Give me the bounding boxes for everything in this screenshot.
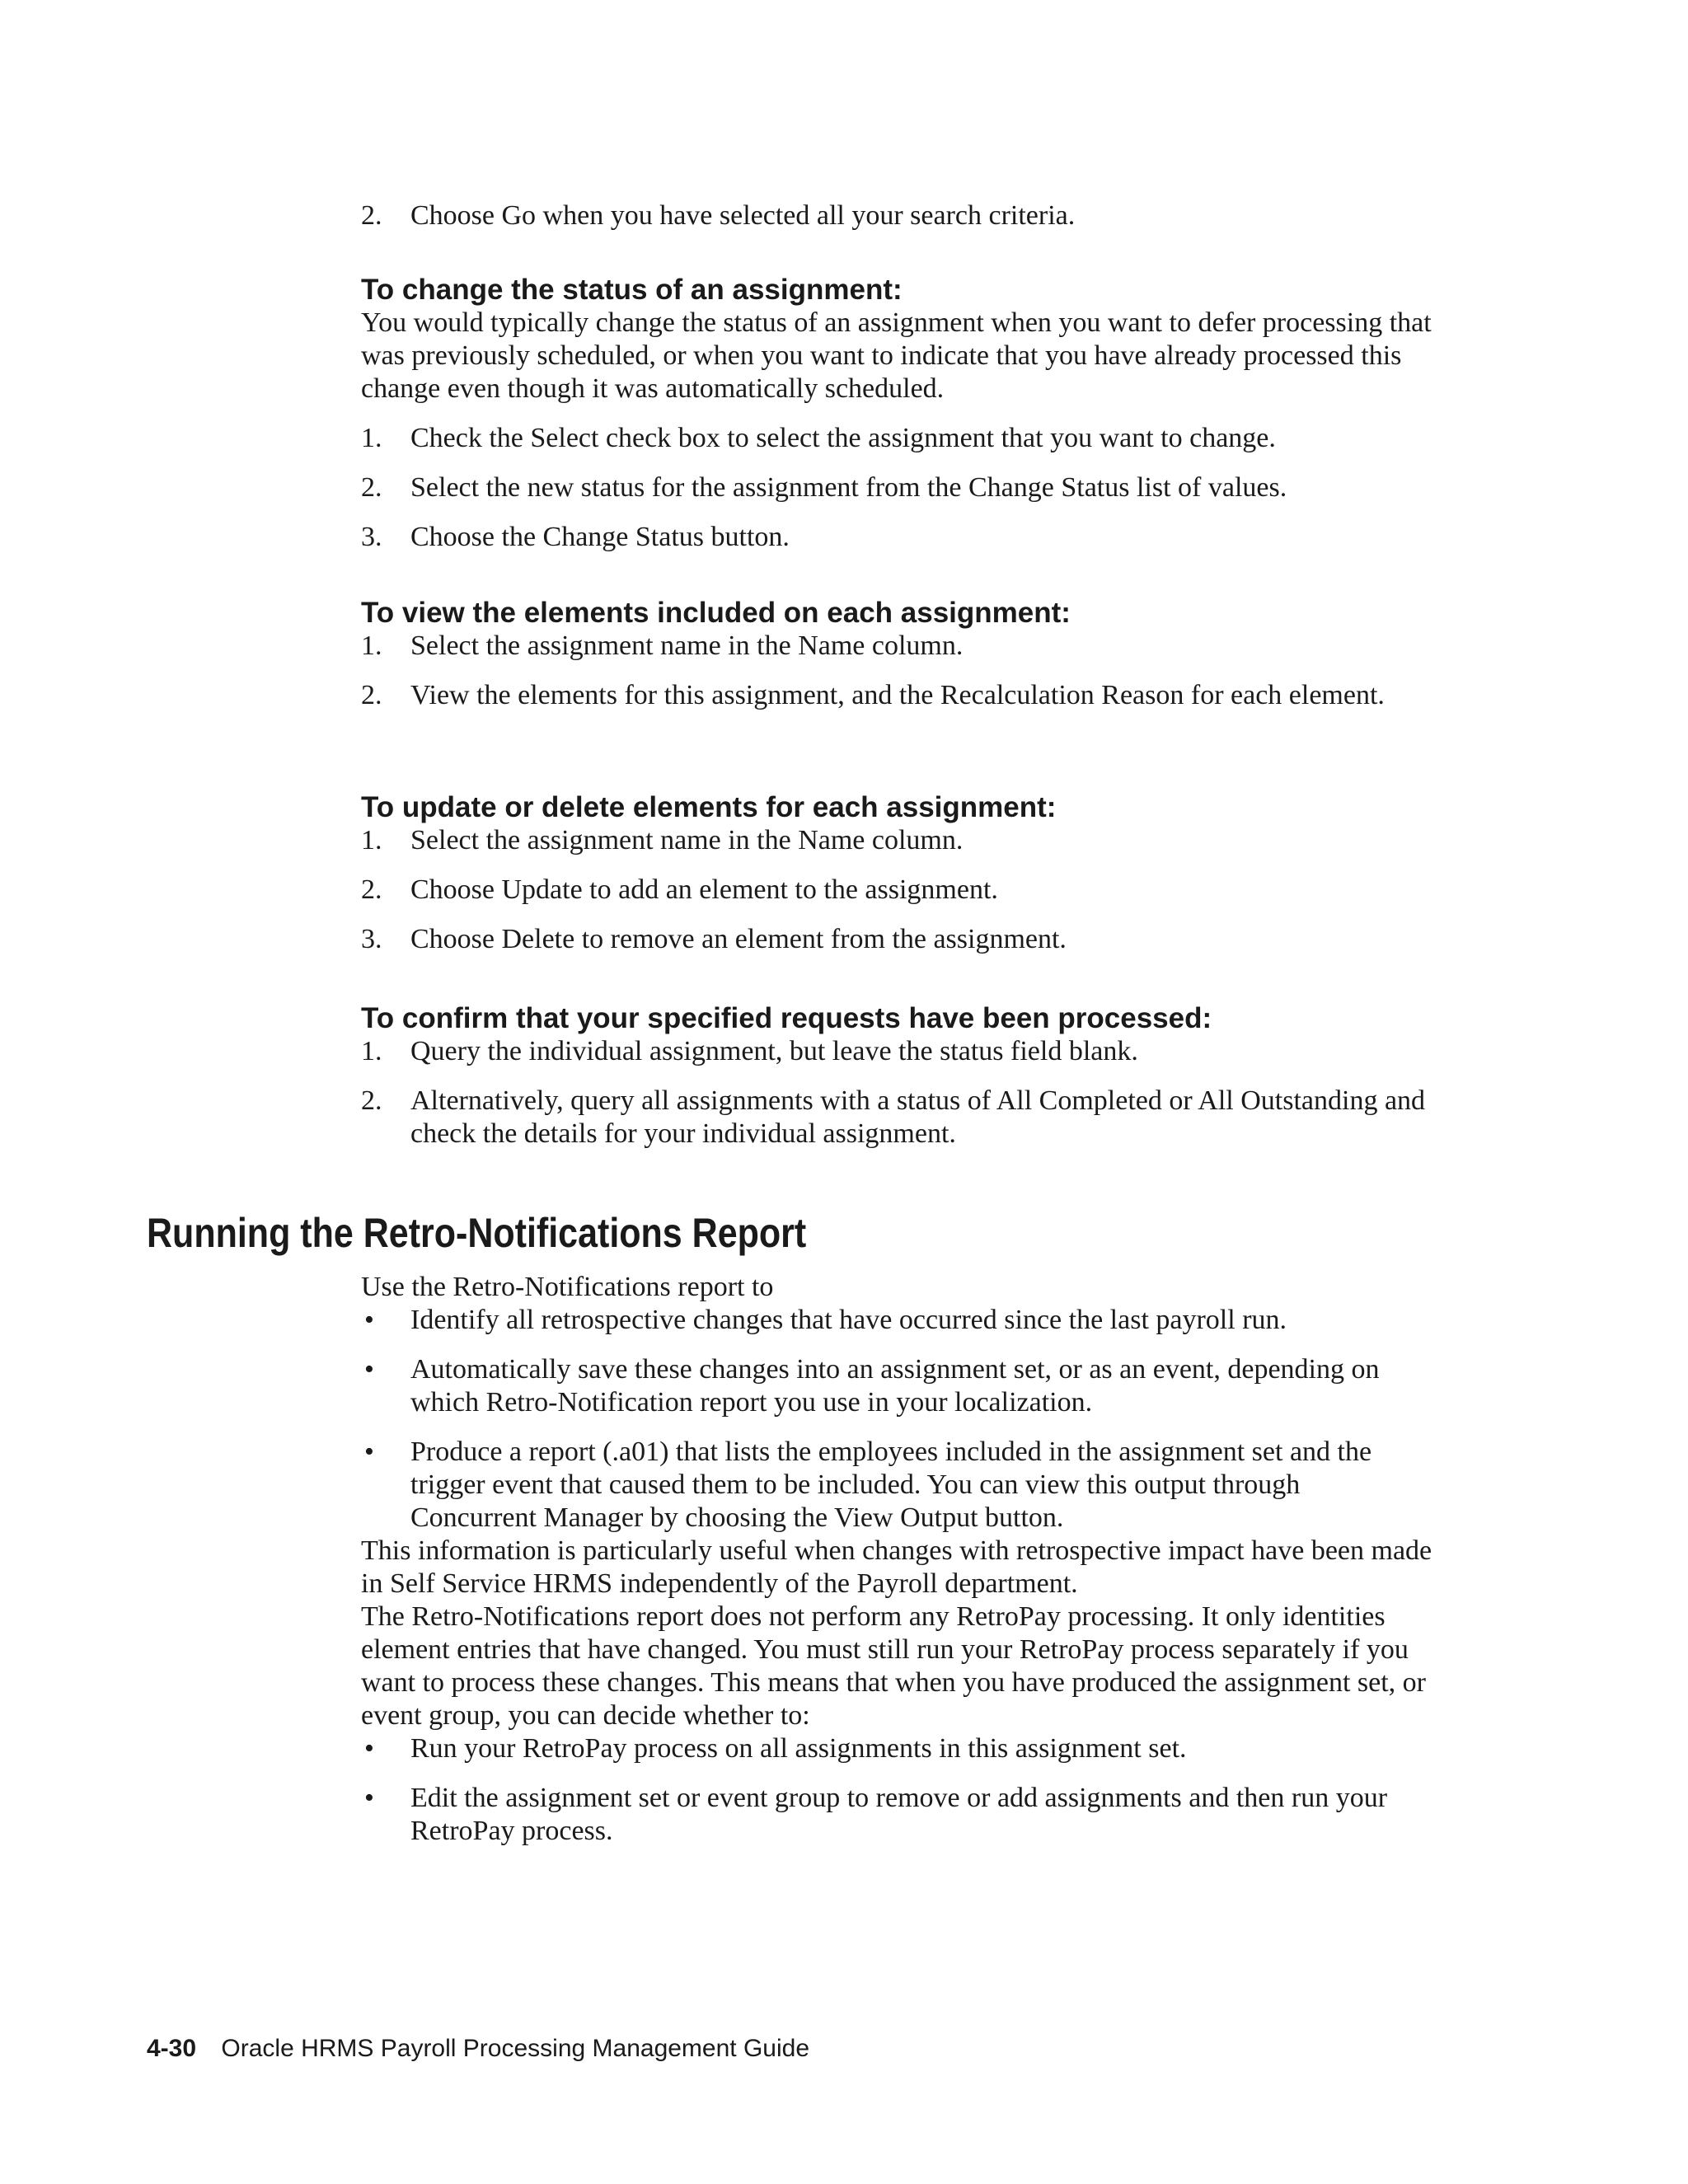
step-number: 1.	[361, 825, 382, 855]
bullet-icon: •	[364, 1783, 374, 1813]
bullet-text: Run your RetroPay process on all assignments in this assignment set.	[410, 1733, 1187, 1764]
list-item	[361, 1436, 1432, 1535]
list-item	[361, 1782, 1432, 1848]
bullet-list	[361, 1304, 1432, 1535]
section-report-body	[361, 1271, 1432, 1848]
step-text: Choose the Change Status button.	[410, 522, 790, 552]
step-list	[361, 630, 1432, 712]
section-view-elements	[361, 597, 1432, 712]
list-item	[361, 422, 1432, 455]
section-paragraph: You would typically change the status of an assignment when you want to defer processing that was previously scheduled, or when you want to indicate that you have already processed this change even though it was automatically scheduled.	[361, 307, 1432, 404]
step-number: 2.	[361, 874, 382, 905]
step-list	[361, 824, 1432, 956]
footer-title: Oracle HRMS Payroll Processing Management Guide	[221, 2035, 810, 2062]
step-text: Choose Update to add an element to the assignment.	[410, 874, 998, 905]
list-item	[361, 630, 1432, 663]
step-number: 1.	[361, 1036, 382, 1066]
step-number: 2.	[361, 1085, 382, 1116]
step-number: 1.	[361, 630, 382, 661]
list-item	[361, 199, 1432, 232]
bullet-icon: •	[364, 1436, 374, 1467]
section-heading: To confirm that your specified requests have been processed:	[361, 1002, 1212, 1034]
bullet-text: Produce a report (.a01) that lists the employees included in the assignment set and the trigger event that caused them to be included. You can view this output through Concurrent Manager by choosing the View Output button.	[410, 1436, 1372, 1533]
list-item	[361, 1085, 1432, 1151]
step-text: Choose Go when you have selected all your search criteria.	[410, 200, 1076, 231]
page-footer	[147, 2034, 809, 2064]
report-paragraph: This information is particularly useful when changes with retrospective impact have been made in Self Service HRMS independently of the Payroll department.	[361, 1535, 1432, 1599]
bullet-icon: •	[364, 1354, 374, 1385]
list-item	[361, 471, 1432, 504]
step-text: Select the assignment name in the Name column.	[410, 825, 964, 855]
step-text: Select the new status for the assignment from the Change Status list of values.	[410, 472, 1287, 503]
step-number: 2.	[361, 472, 382, 503]
step-list	[361, 1035, 1432, 1151]
step-text: Query the individual assignment, but leave the status field blank.	[410, 1036, 1138, 1066]
list-item	[361, 874, 1432, 907]
step-text: Alternatively, query all assignments with a status of All Completed or All Outstanding and check the details for your individual assignment.	[410, 1085, 1426, 1149]
section-heading: To change the status of an assignment:	[361, 274, 903, 306]
intro-step-list	[361, 199, 1432, 232]
step-list	[361, 422, 1432, 554]
bullet-text: Automatically save these changes into an assignment set, or as an event, depending on which Retro-Notification report you use in your localization.	[410, 1354, 1380, 1418]
list-item	[361, 1304, 1432, 1337]
section-change-status	[361, 274, 1432, 554]
intro-step	[361, 199, 1432, 232]
step-number: 2.	[361, 680, 382, 710]
step-number: 1.	[361, 423, 382, 453]
step-number: 3.	[361, 522, 382, 552]
step-text: Select the assignment name in the Name column.	[410, 630, 964, 661]
list-item	[361, 521, 1432, 554]
bullet-icon: •	[364, 1305, 374, 1335]
page-number: 4-30	[147, 2035, 197, 2062]
bullet-icon: •	[364, 1733, 374, 1764]
main-heading: Running the Retro-Notifications Report	[147, 1210, 807, 1256]
report-intro: Use the Retro-Notifications report to	[361, 1272, 774, 1302]
list-item	[361, 1353, 1432, 1419]
section-heading: To update or delete elements for each assignment:	[361, 791, 1057, 823]
list-item	[361, 679, 1432, 712]
list-item	[361, 824, 1432, 857]
section-heading: To view the elements included on each assignment:	[361, 597, 1071, 629]
bullet-text: Identify all retrospective changes that have occurred since the last payroll run.	[410, 1305, 1287, 1335]
step-text: Check the Select check box to select the assignment that you want to change.	[410, 423, 1276, 453]
report-paragraph: The Retro-Notifications report does not perform any RetroPay processing. It only identities element entries that have changed. You must still run your RetroPay process separately if you want to process these changes. This means that when you have produced the assignment set, or event group, you can decide whether to:	[361, 1601, 1426, 1731]
section-update-delete	[361, 791, 1432, 956]
step-number: 2.	[361, 200, 382, 231]
step-number: 3.	[361, 924, 382, 954]
list-item	[361, 923, 1432, 956]
list-item	[361, 1732, 1432, 1765]
bullet-list	[361, 1732, 1432, 1848]
step-text: View the elements for this assignment, and the Recalculation Reason for each element.	[410, 680, 1385, 710]
step-text: Choose Delete to remove an element from the assignment.	[410, 924, 1067, 954]
bullet-text: Edit the assignment set or event group to remove or add assignments and then run your RetroPay process.	[410, 1783, 1388, 1846]
list-item	[361, 1035, 1432, 1068]
section-confirm	[361, 1002, 1432, 1151]
